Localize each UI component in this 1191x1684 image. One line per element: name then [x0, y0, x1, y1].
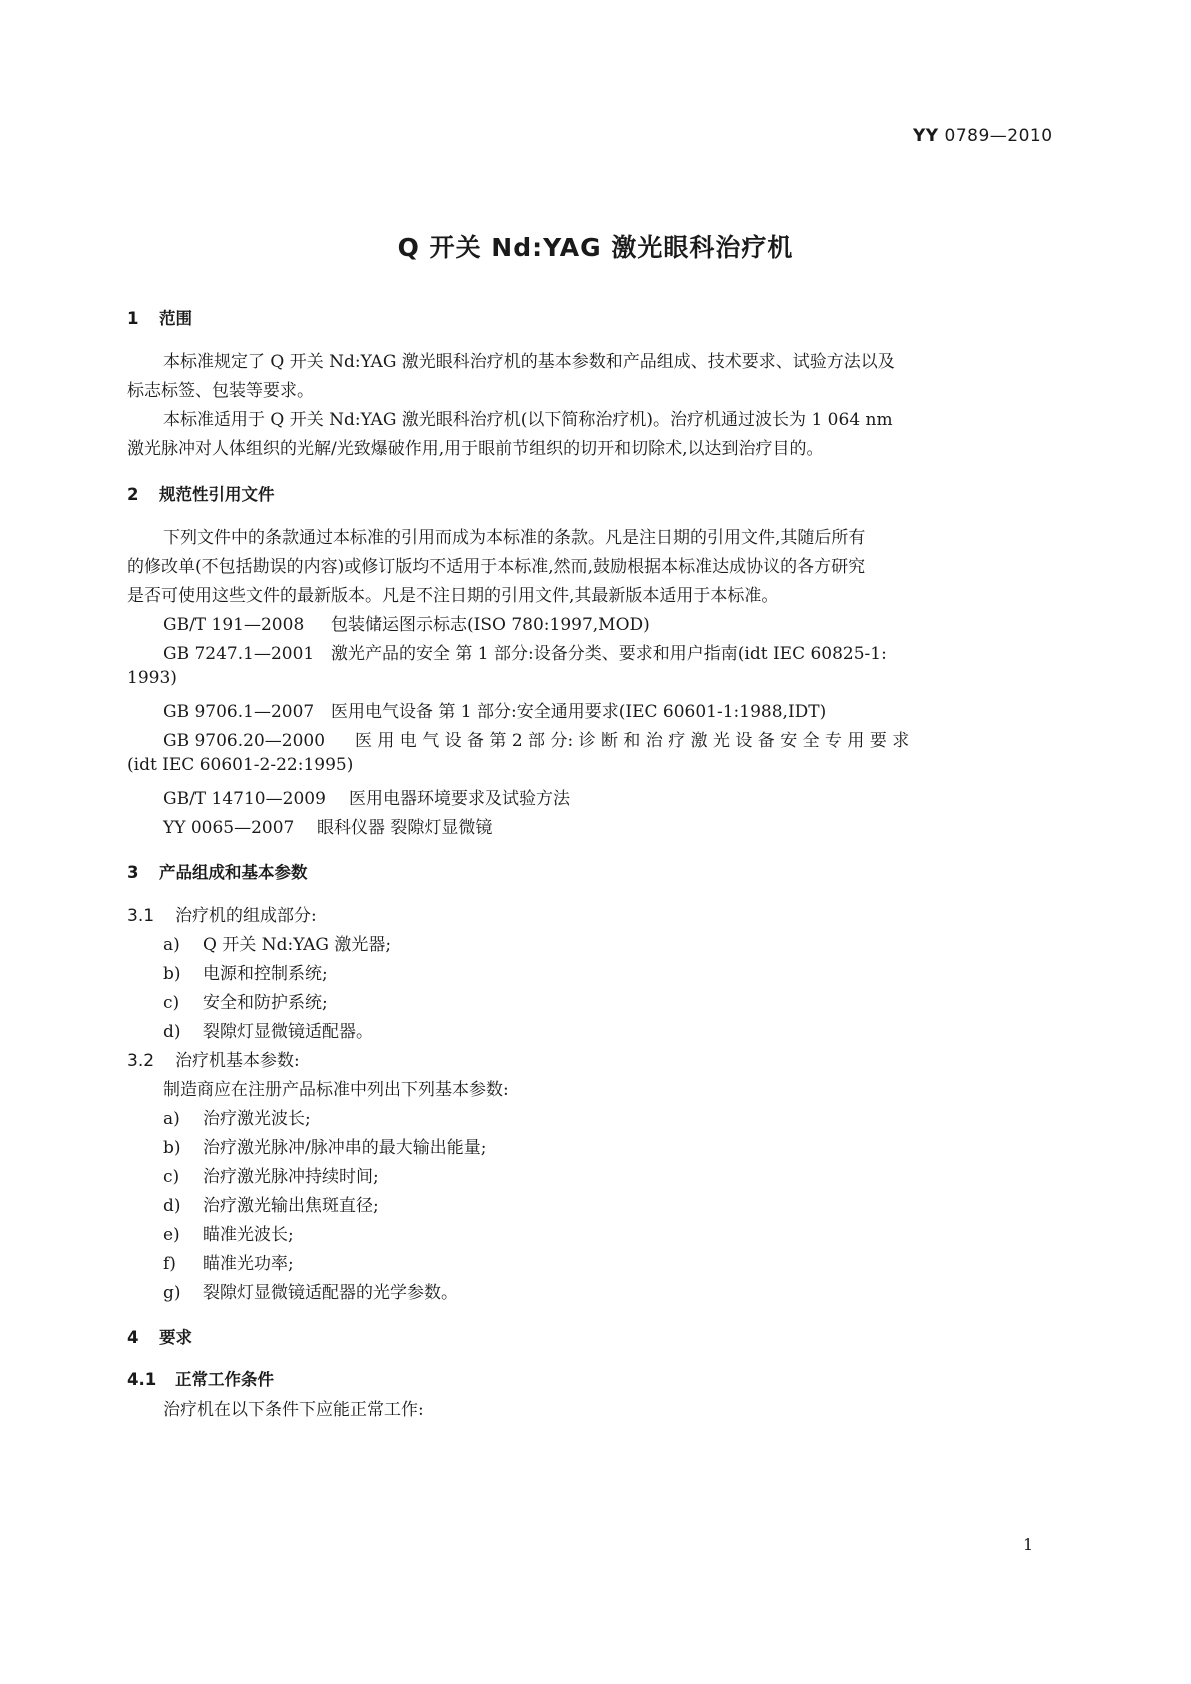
- subsection-4-1-paragraph: 治疗机在以下条件下应能正常工作:: [163, 1400, 424, 1420]
- section-number: 1: [127, 309, 139, 328]
- list-item-text: 治疗激光脉冲/脉冲串的最大输出能量;: [203, 1138, 487, 1158]
- section-number: 2: [127, 485, 139, 504]
- section-title: 规范性引用文件: [159, 485, 275, 504]
- reference-item: [163, 813, 492, 838]
- section-2-heading: [127, 481, 275, 505]
- reference-continuation: 1993): [127, 668, 177, 688]
- list-item-label: f): [163, 1254, 176, 1274]
- standard-code-prefix: YY: [913, 126, 939, 146]
- list-item-text: 瞄准光功率;: [203, 1254, 294, 1274]
- subsection-4-1-heading: [127, 1366, 274, 1390]
- reference-title: 医用电器环境要求及试验方法: [349, 789, 570, 809]
- reference-code: GB/T 191—2008: [163, 615, 305, 635]
- list-item-text: 裂隙灯显微镜适配器的光学参数。: [203, 1283, 458, 1303]
- subsection-number: 3.1: [127, 906, 155, 926]
- list-item-label: b): [163, 964, 181, 984]
- list-item: [163, 1249, 294, 1274]
- section-1-paragraph-2-line-2: 激光脉冲对人体组织的光解/光致爆破作用,用于眼前节组织的切开和切除术,以达到治疗目的。: [127, 439, 824, 459]
- reference-item: [163, 726, 909, 751]
- list-item-text: 瞄准光波长;: [203, 1225, 294, 1245]
- reference-continuation: (idt IEC 60601-2-22:1995): [127, 755, 354, 775]
- reference-code: GB 9706.1—2007: [163, 702, 315, 722]
- subsection-number: 3.2: [127, 1051, 155, 1071]
- reference-item: [163, 784, 570, 809]
- list-item: [163, 1017, 373, 1042]
- list-item: [163, 1133, 486, 1158]
- section-1-heading: [127, 305, 192, 329]
- list-item-label: c): [163, 993, 180, 1013]
- list-item: [163, 930, 391, 955]
- section-title: 要求: [159, 1328, 192, 1347]
- subsection-title: 治疗机的组成部分:: [175, 906, 317, 926]
- list-item-label: d): [163, 1196, 181, 1216]
- reference-title: 包装储运图示标志(ISO 780:1997,MOD): [331, 615, 650, 635]
- page-number: 1: [1023, 1535, 1034, 1554]
- section-title: 产品组成和基本参数: [159, 863, 308, 882]
- document-title: Q 开关 Nd:YAG 激光眼科治疗机: [397, 233, 794, 262]
- section-2-paragraph-line-3: 是否可使用这些文件的最新版本。凡是不注日期的引用文件,其最新版本适用于本标准。: [127, 586, 779, 606]
- list-item-text: 治疗激光波长;: [203, 1109, 311, 1129]
- list-item: [163, 1220, 294, 1245]
- section-4-heading: [127, 1324, 192, 1348]
- list-item-label: c): [163, 1167, 180, 1187]
- list-item-label: g): [163, 1283, 181, 1303]
- standard-code-number: 0789—2010: [944, 126, 1053, 146]
- list-item-label: a): [163, 1109, 180, 1129]
- section-title: 范围: [159, 309, 192, 328]
- list-item-text: 治疗激光脉冲持续时间;: [203, 1167, 379, 1187]
- list-item: [163, 1162, 379, 1187]
- list-item-text: 治疗激光输出焦斑直径;: [203, 1196, 379, 1216]
- section-3-heading: [127, 859, 308, 883]
- reference-title: 眼科仪器 裂隙灯显微镜: [317, 818, 493, 838]
- list-item-text: 裂隙灯显微镜适配器。: [203, 1022, 373, 1042]
- list-item-text: Q 开关 Nd:YAG 激光器;: [203, 935, 392, 955]
- list-item-text: 电源和控制系统;: [203, 964, 328, 984]
- subsection-3-1-heading: [127, 901, 317, 926]
- reference-code: GB 9706.20—2000: [163, 731, 326, 751]
- standard-code: [913, 126, 1053, 146]
- reference-code: GB 7247.1—2001: [163, 644, 315, 664]
- list-item-label: a): [163, 935, 180, 955]
- list-item: [163, 1278, 458, 1303]
- section-2-paragraph-line-1: 下列文件中的条款通过本标准的引用而成为本标准的条款。凡是注日期的引用文件,其随后所有: [163, 528, 866, 548]
- section-number: 3: [127, 863, 139, 882]
- list-item-label: e): [163, 1225, 180, 1245]
- subsection-3-2-intro: 制造商应在注册产品标准中列出下列基本参数:: [163, 1080, 509, 1100]
- section-1-paragraph-1-line-2: 标志标签、包装等要求。: [127, 381, 314, 401]
- reference-item: [163, 610, 650, 635]
- list-item: [163, 1104, 311, 1129]
- subsection-title: 正常工作条件: [175, 1370, 274, 1389]
- reference-item: [163, 639, 887, 664]
- reference-code: YY 0065—2007: [163, 818, 295, 838]
- list-item: [163, 959, 328, 984]
- subsection-number: 4.1: [127, 1370, 157, 1389]
- list-item-label: b): [163, 1138, 181, 1158]
- reference-title: 医 用 电 气 设 备 第 2 部 分: 诊 断 和 治 疗 激 光 设 备 安 全 专 用 要 求: [355, 731, 910, 751]
- reference-item: [163, 697, 826, 722]
- subsection-title: 治疗机基本参数:: [175, 1051, 300, 1071]
- list-item-text: 安全和防护系统;: [203, 993, 328, 1013]
- section-number: 4: [127, 1328, 139, 1347]
- list-item: [163, 988, 328, 1013]
- reference-title: 激光产品的安全 第 1 部分:设备分类、要求和用户指南(idt IEC 60825-1:: [331, 644, 887, 664]
- list-item-label: d): [163, 1022, 181, 1042]
- reference-title: 医用电气设备 第 1 部分:安全通用要求(IEC 60601-1:1988,IDT): [331, 702, 827, 722]
- section-1-paragraph-1-line-1: 本标准规定了 Q 开关 Nd:YAG 激光眼科治疗机的基本参数和产品组成、技术要求、试验方法以及: [163, 352, 895, 372]
- section-1-paragraph-2-line-1: 本标准适用于 Q 开关 Nd:YAG 激光眼科治疗机(以下简称治疗机)。治疗机通过波长为 1 064 nm: [163, 410, 893, 430]
- reference-code: GB/T 14710—2009: [163, 789, 326, 809]
- section-2-paragraph-line-2: 的修改单(不包括勘误的内容)或修订版均不适用于本标准,然而,鼓励根据本标准达成协议的各方研究: [127, 557, 866, 577]
- subsection-3-2-heading: [127, 1046, 300, 1071]
- list-item: [163, 1191, 379, 1216]
